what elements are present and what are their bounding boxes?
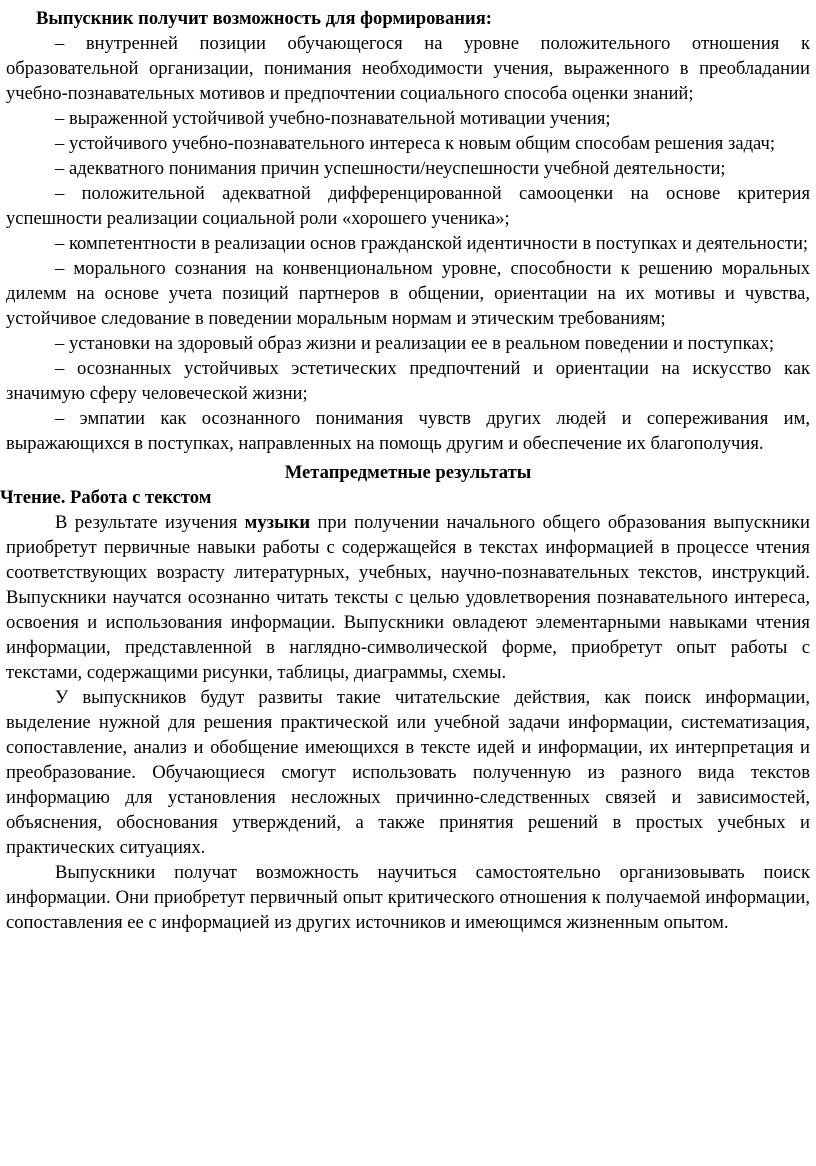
outcomes-list <box>6 31 810 456</box>
paragraph-text: В результате изучения <box>55 512 245 533</box>
paragraph-music-reading <box>6 510 810 685</box>
paragraph-text: при получении начального общего образования выпускники приобретут первичные навыки работы с содержащейся в текстах информацией в процессе чтения соответствующих возрасту литературных, учебных, научно-познавательных текстов, инструкций. Выпускники научатся осознанно читать тексты с целью удовлетворения познавательного интереса, освоения и использования информации. Выпускники овладеют элементарными навыками чтения информации, представленной в наглядно-символической форме, приобретут опыт работы с текстами, содержащими рисунки, таблицы, диаграммы, схемы. <box>6 512 811 683</box>
list-item: – компетентности в реализации основ гражданской идентичности в поступках и деятельности; <box>55 233 809 254</box>
list-item: – эмпатии как осознанного понимания чувств других людей и сопереживания им, выражающихся в поступках, направленных на помощь другим и обеспечение их благополучия. <box>6 408 810 454</box>
metasubject-heading: Метапредметные результаты <box>284 462 532 483</box>
list-item: – положительной адекватной дифференцированной самооценки на основе критерия успешности реализации социальной роли «хорошего ученика»; <box>6 183 810 229</box>
list-item: – установки на здоровый образ жизни и реализации ее в реальном поведении и поступках; <box>55 333 775 354</box>
paragraph-information-search: Выпускники получат возможность научиться самостоятельно организовывать поиск информации. Они приобретут первичный опыт критического отношения к получаемой информации, сопоставления ее с информацией из других источников и имеющимся жизненным опытом. <box>6 862 810 933</box>
list-item: – морального сознания на конвенциональном уровне, способности к решению моральных дилемм на основе учета позиций партнеров в общении, ориентации на их мотивы и чувства, устойчивое следование в поведении моральным нормам и этическим требованиям; <box>6 258 810 329</box>
list-item: – адекватного понимания причин успешности/неуспешности учебной деятельности; <box>55 158 726 179</box>
emphasis-music: музыки <box>244 512 311 533</box>
list-item: – внутренней позиции обучающегося на уровне положительного отношения к образовательной организации, понимания необходимости учения, выраженного в преобладании учебно-познавательных мотивов и предпочтении социального способа оценки знаний; <box>6 33 810 104</box>
section-heading: Выпускник получит возможность для формирования: <box>36 8 492 29</box>
list-item: – устойчивого учебно-познавательного интереса к новым общим способам решения задач; <box>55 133 776 154</box>
paragraph-reading-actions: У выпускников будут развиты такие читательские действия, как поиск информации, выделение нужной для решения практической или учебной задачи информации, систематизация, сопоставление, анализ и обобщение имеющихся в тексте идей и информации, их интерпретация и преобразование. Обучающиеся смогут использовать полученную из разного вида текстов информацию для установления несложных причинно-следственных связей и зависимостей, объяснения, обоснования утверждений, а также принятия решений в простых учебных и практических ситуациях. <box>6 687 810 858</box>
list-item: – осознанных устойчивых эстетических предпочтений и ориентации на искусство как значимую сферу человеческой жизни; <box>6 358 810 404</box>
reading-subheading: Чтение. Работа с текстом <box>0 487 212 508</box>
list-item: – выраженной устойчивой учебно-познавательной мотивации учения; <box>55 108 611 129</box>
